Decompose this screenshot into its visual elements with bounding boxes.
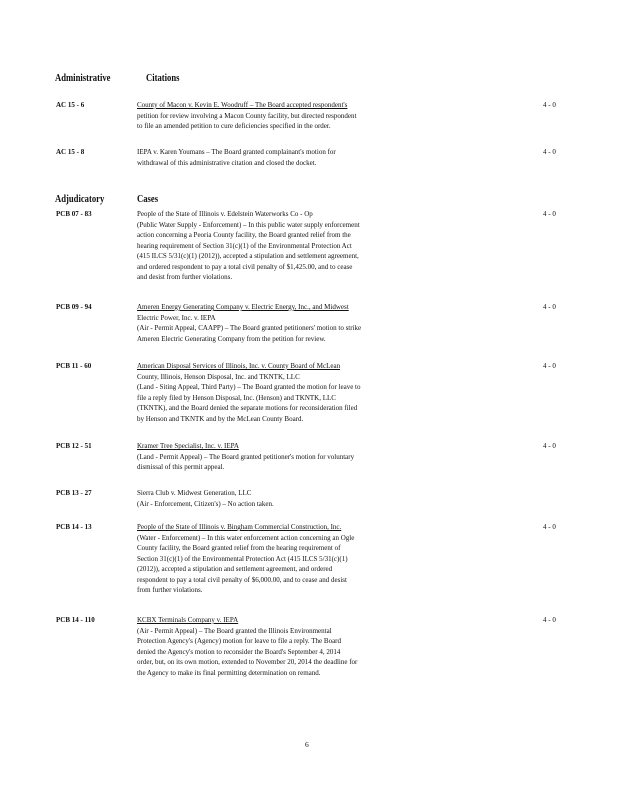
description-line: hearing requirement of Section 31(c)(1) of the Environmental Protection Act [137, 241, 352, 250]
description-line: (Land - Permit Appeal) – The Board granted petitioner's motion for voluntary [137, 452, 355, 461]
description-line: (415 ILCS 5/31(c)(1) (2012)), accepted a stipulation and settlement agreement, [137, 252, 359, 260]
description-line: order, but, on its own motion, extended to November 20, 2014 the deadline for [137, 658, 358, 666]
description-line: and desist from further violations. [137, 273, 233, 281]
description-line: County facility, the Board granted relief from the hearing requirement of [137, 544, 341, 552]
description-line: withdrawal of this administrative citation and closed the docket. [137, 158, 317, 167]
case-number: PCB 12 - 51 [56, 442, 92, 450]
description-line: and ordered respondent to pay a total civil penalty of $1,425.00, and to cease [137, 262, 353, 271]
section-heading-administrative: Administrative [55, 73, 111, 84]
description-line: Ameren Energy Generating Company v. Electric Energy, Inc., and Midwest [137, 303, 349, 311]
vote-count: 4 - 0 [543, 442, 556, 450]
case-number: PCB 14 - 110 [56, 616, 95, 624]
case-description [137, 615, 453, 678]
description-line: respondent to pay a total civil penalty of $6,000.00, and to cease and desist [137, 575, 347, 584]
description-line: by Henson and TKNTK and by the McLean County Board. [137, 414, 304, 423]
case-number: PCB 14 - 13 [56, 523, 92, 531]
description-line: to file an amended petition to cure deficiencies specified in the order. [137, 122, 331, 130]
case-number: PCB 13 - 27 [56, 489, 92, 497]
description-line: petition for review involving a Macon County facility, but directed respondent [137, 111, 357, 120]
vote-count: 4 - 0 [543, 523, 556, 531]
case-description [137, 361, 453, 424]
description-line: American Disposal Services of Illinois, Inc. v. County Board of McLean [137, 362, 341, 370]
case-description [137, 147, 453, 168]
description-line: People of the State of Illinois v. Edelstein Waterworks Co - Op [137, 210, 313, 218]
vote-count: 4 - 0 [543, 362, 556, 370]
description-line: (Air - Enforcement, Citizen's) – No action taken. [137, 499, 274, 508]
description-line: People of the State of Illinois v. Bingham Commercial Construction, Inc. [137, 523, 342, 531]
section-heading-adjudicatory: Adjudicatory [55, 194, 105, 205]
case-description [137, 302, 453, 344]
description-line: dismissal of this permit appeal. [137, 463, 225, 471]
section-heading-cases: Cases [137, 194, 159, 205]
case-number: PCB 07 - 83 [56, 210, 92, 218]
vote-count: 4 - 0 [543, 303, 556, 311]
vote-count: 4 - 0 [543, 101, 556, 109]
description-line: (Public Water Supply - Enforcement) – In this public water supply enforcement [137, 220, 360, 229]
description-line: Sierra Club v. Midwest Generation, LLC [137, 489, 252, 497]
description-line: from further violations. [137, 586, 203, 594]
case-description [137, 209, 453, 283]
case-description [137, 522, 453, 596]
description-line: (Land - Siting Appeal, Third Party) – The Board granted the motion for leave to [137, 383, 361, 391]
description-line: Protection Agency's (Agency) motion for leave to file a reply. The Board [137, 637, 342, 645]
description-line: (TKNTK), and the Board denied the separate motions for reconsideration filed [137, 404, 358, 412]
vote-count: 4 - 0 [543, 616, 556, 624]
case-description [137, 100, 453, 132]
case-number: AC 15 - 6 [56, 101, 85, 109]
description-line: Section 31(c)(1) of the Environmental Protection Act (415 ILCS 5/31(c)(1) [137, 554, 348, 563]
vote-count: 4 - 0 [543, 148, 556, 156]
case-number: PCB 09 - 94 [56, 303, 92, 311]
description-line: IEPA v. Karen Youmans – The Board granted complainant's motion for [137, 148, 336, 156]
description-line: Kramer Tree Specialist, Inc. v. IEPA [137, 442, 239, 450]
case-number: PCB 11 - 60 [56, 362, 92, 370]
description-line: County of Macon v. Kevin E. Woodruff – The Board accepted respondent's [137, 101, 348, 109]
case-description [137, 488, 453, 509]
description-line: Ameren Electric Generating Company from the petition for review. [137, 334, 326, 343]
description-line: action concerning a Peoria County facility, the Board granted relief from the [137, 231, 351, 239]
section-heading-citations: Citations [146, 73, 180, 84]
description-line: (Air - Permit Appeal, CAAPP) – The Board granted petitioners' motion to strike [137, 324, 362, 332]
description-line: (Air - Permit Appeal) – The Board granted the Illinois Environmental [137, 626, 332, 635]
page-number: 6 [305, 740, 309, 749]
description-line: (Water - Enforcement) – In this water enforcement action concerning an Ogle [137, 533, 355, 542]
description-line: denied the Agency's motion to reconsider the Board's September 4, 2014 [137, 647, 341, 656]
case-number: AC 15 - 8 [56, 148, 85, 156]
description-line: (2012)), accepted a stipulation and settlement agreement, and ordered [137, 565, 333, 573]
case-description [137, 441, 453, 473]
description-line: KCBX Terminals Company v. IEPA [137, 616, 239, 624]
description-line: file a reply filed by Henson Disposal, Inc. (Henson) and TKNTK, LLC [137, 393, 336, 402]
description-line: Electric Power, Inc. v. IEPA [137, 313, 216, 322]
description-line: County, Illinois, Henson Disposal, Inc. and TKNTK, LLC [137, 372, 300, 381]
vote-count: 4 - 0 [543, 210, 556, 218]
description-line: the Agency to make its final permitting determination on remand. [137, 668, 321, 677]
